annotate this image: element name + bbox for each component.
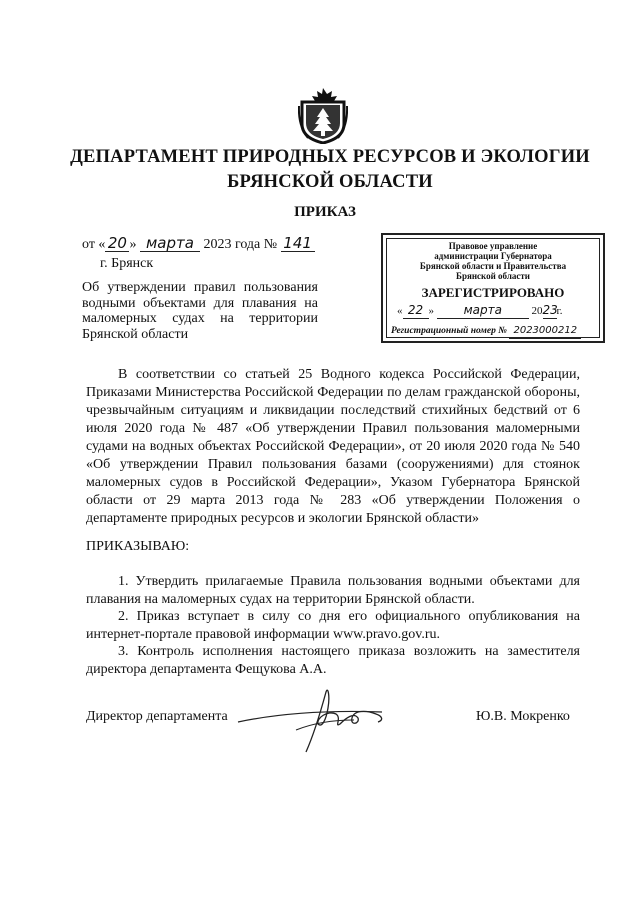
stamp-registration-number: [391, 323, 581, 339]
stamp-line3: Брянской области и Правительства: [419, 261, 567, 271]
stamp-line4: Брянской области: [456, 271, 530, 281]
order-month: марта: [140, 236, 200, 252]
order-item-2: 2. Приказ вступает в силу со дня его официального опубликования на интернет-портале правовой информации www.pravo.gov.ru.: [86, 609, 580, 642]
preamble-text: В соответствии со статьей 25 Водного кодекса Российской Федерации, Приказами Министерства Российской Федерации по делам гражданской обороны, чрезвычайным ситуациям и ликвидации последствий стихийных бедствий от 6 июля 2020 года № 487 «Об утверждении Правил пользования маломерными судами на водных объектах Российской Федерации», от 20 июля 2020 года № 540 «Об утверждении Правил пользования базами (сооружениями) для стоянок маломерных судов в Российской Федерации», Указом Губернатора Брянской области от 29 марта 2013 года № 283 «Об утверждении Положения о департаменте природных ресурсов и экологии Брянской области»: [86, 367, 580, 526]
stamp-date-close: »: [428, 305, 434, 317]
stamp-line1: Правовое управление: [448, 241, 538, 251]
stamp-date-open: «: [397, 305, 403, 317]
date-close: »: [129, 237, 137, 252]
order-item-3: 3. Контроль исполнения настоящего приказа возложить на заместителя директора департамента Фещукова А.А.: [86, 644, 580, 677]
date-prefix: от «: [82, 237, 106, 252]
stamp-month: марта: [437, 303, 529, 319]
order-items: [86, 573, 580, 678]
stamp-number-label: Регистрационный номер №: [391, 326, 507, 336]
department-title-line2: БРЯНСКОЙ ОБЛАСТИ: [227, 172, 433, 192]
order-item-1: 1. Утвердить прилагаемые Правила пользования водными объектами для плавания на маломерных судах на территории Брянской области.: [86, 574, 580, 607]
registration-stamp: [381, 233, 605, 343]
order-title: ПРИКАЗ: [294, 204, 356, 220]
stamp-number-value: 2023000212: [509, 323, 581, 339]
stamp-day: 22: [403, 303, 429, 319]
handwritten-signature: [236, 684, 386, 754]
stamp-year-mark: г.: [556, 305, 563, 317]
order-city: г. Брянск: [100, 256, 154, 271]
order-subject: Об утверждении правил пользования водными объектами для плавания на маломерных судах на территории Брянской области: [82, 280, 318, 342]
stamp-registered: ЗАРЕГИСТРИРОВАНО: [421, 285, 565, 300]
order-word: ПРИКАЗЫВАЮ:: [86, 539, 190, 554]
registration-stamp-frame: [386, 238, 600, 338]
stamp-year-prefix: 20: [531, 305, 543, 317]
order-year: 2023 года №: [203, 237, 278, 252]
stamp-year-suffix: 23: [542, 303, 558, 317]
stamp-date: [397, 303, 563, 319]
department-title-line1: ДЕПАРТАМЕНТ ПРИРОДНЫХ РЕСУРСОВ И ЭКОЛОГИИ: [70, 147, 590, 167]
order-date-line: [82, 236, 315, 253]
signatory-name: Ю.В. Мокренко: [476, 709, 570, 724]
preamble: [86, 366, 580, 528]
order-day: 20: [105, 236, 129, 252]
bryansk-emblem-icon: [298, 86, 348, 144]
department-title: [60, 145, 600, 195]
signatory-role: Директор департамента: [86, 709, 228, 724]
stamp-line2: администрации Губернатора: [434, 251, 552, 261]
order-number: 141: [281, 236, 315, 252]
